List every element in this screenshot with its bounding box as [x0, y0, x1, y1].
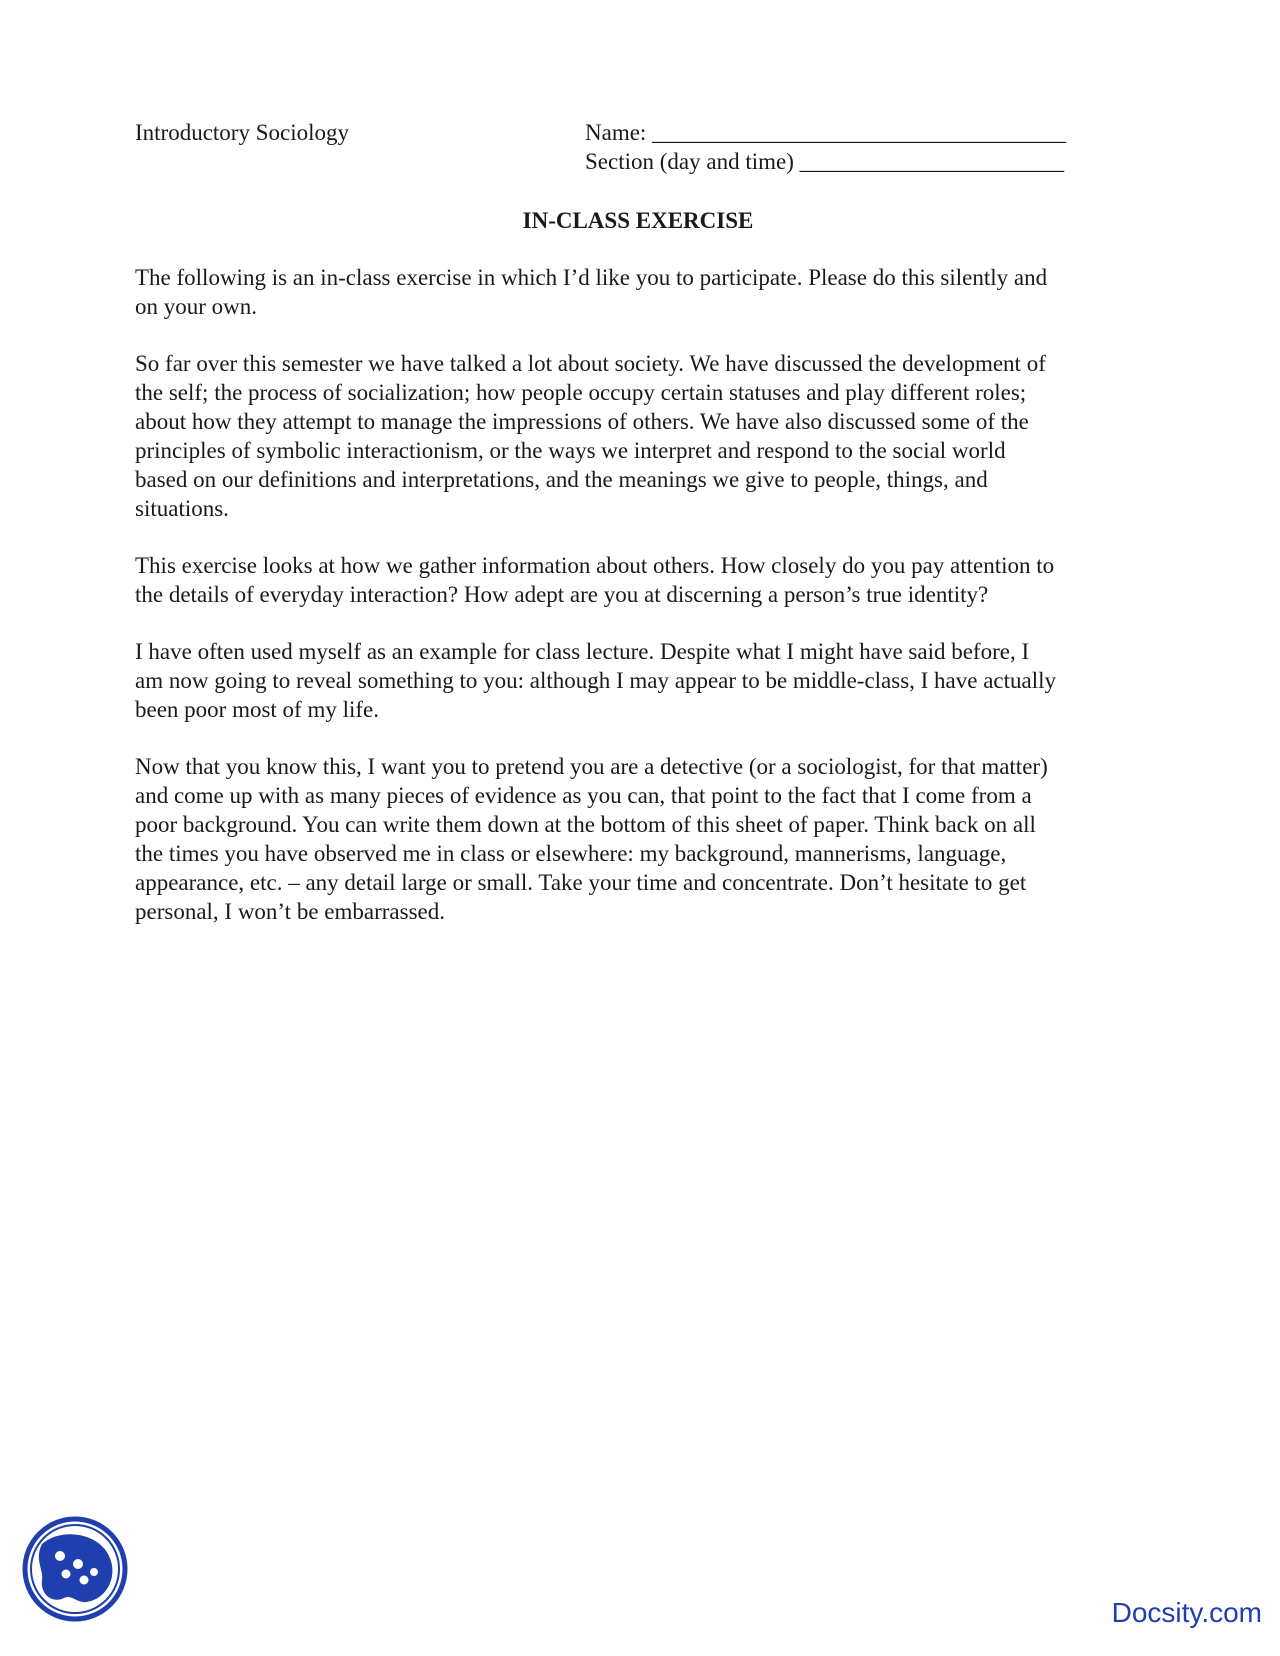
text-line: So far over this semester we have talked a lot about society. We have discussed the development of: [135, 351, 1046, 376]
text-line: and come up with as many pieces of evidence as you can, that point to the fact that I come from a: [135, 783, 1032, 808]
text-line: the times you have observed me in class or elsewhere: my background, mannerisms, language,: [135, 841, 1007, 866]
paragraph-exercise-purpose: [135, 551, 1145, 609]
paragraph-reveal: [135, 637, 1145, 724]
student-info-block: [585, 118, 1066, 176]
text-line: principles of symbolic interactionism, or the ways we interpret and respond to the social world: [135, 438, 1006, 463]
text-line: appearance, etc. – any detail large or small. Take your time and concentrate. Don’t hesitate to get: [135, 870, 1027, 895]
text-line: been poor most of my life.: [135, 697, 380, 722]
section-field-line: Section (day and time) _______________________: [585, 149, 1065, 174]
text-line: based on our definitions and interpretations, and the meanings we give to people, things, and: [135, 467, 988, 492]
text-line: am now going to reveal something to you: although I may appear to be middle-class, I have actually: [135, 668, 1057, 693]
course-title: Introductory Sociology: [135, 120, 349, 145]
text-line: on your own.: [135, 294, 258, 319]
text-line: This exercise looks at how we gather information about others. How closely do you pay attention to: [135, 553, 1055, 578]
text-line: situations.: [135, 496, 229, 521]
text-line: poor background. You can write them down at the bottom of this sheet of paper. Think back on all: [135, 812, 1036, 837]
text-line: I have often used myself as an example for class lecture. Despite what I might have said before, I: [135, 639, 1030, 664]
docsity-logo-svg: [20, 1514, 130, 1624]
paragraph-semester-review: [135, 349, 1145, 523]
paragraph-instructions: [135, 752, 1145, 926]
text-line: The following is an in-class exercise in which I’d like you to participate. Please do this silently and: [135, 265, 1048, 290]
text-line: the self; the process of socialization; how people occupy certain statuses and play different roles;: [135, 380, 1027, 405]
text-line: Now that you know this, I want you to pretend you are a detective (or a sociologist, for that matter): [135, 754, 1048, 779]
paragraph-intro: [135, 263, 1145, 321]
text-line: about how they attempt to manage the impressions of others. We have also discussed some of the: [135, 409, 1029, 434]
text-line: the details of everyday interaction? How adept are you at discerning a person’s true identity?: [135, 582, 989, 607]
text-line: personal, I won’t be embarrassed.: [135, 899, 445, 924]
docsity-logo-icon[interactable]: [20, 1514, 130, 1624]
docsity-brand-link[interactable]: Docsity.com: [1111, 1597, 1262, 1628]
page-title: IN-CLASS EXERCISE: [522, 208, 754, 233]
exercise-body: [135, 263, 1145, 954]
name-field-line: Name: ____________________________________: [585, 120, 1067, 145]
